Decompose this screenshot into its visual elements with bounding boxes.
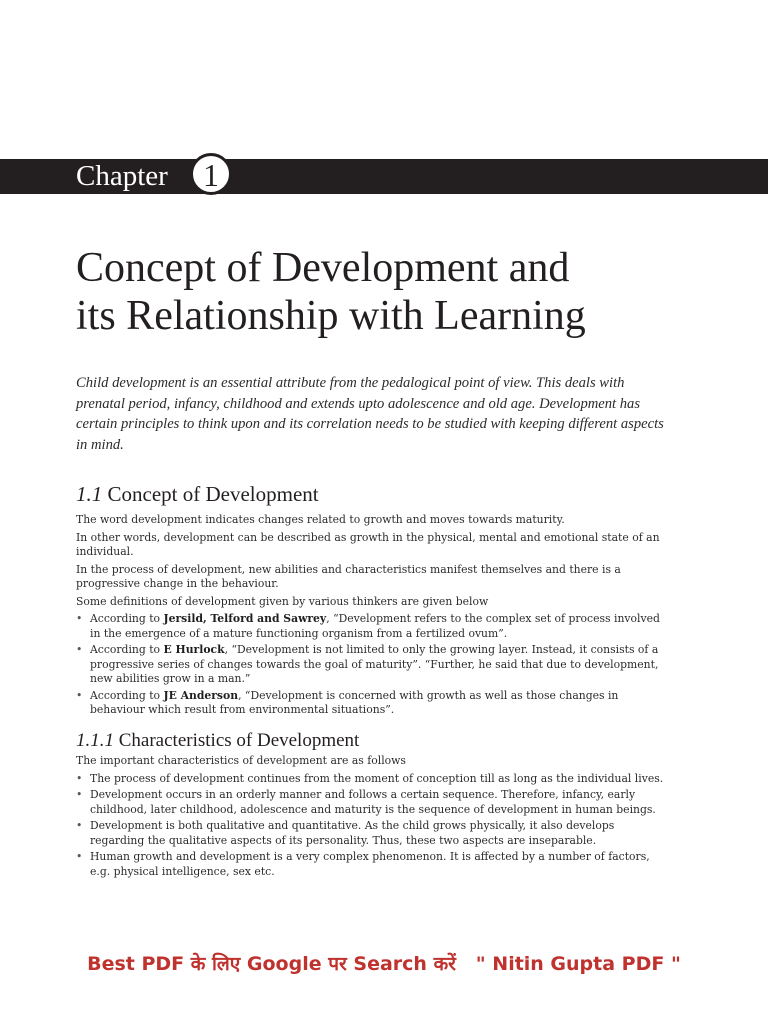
paragraph: The word development indicates changes related to growth and moves towards maturity. [76,513,565,526]
list-item: • According to JE Anderson, “Development is concerned with growth as well as those changes in behaviour which result from environmental situations”. [76,689,666,718]
section-1-1-1-body [76,754,666,881]
list-item: • Development is both qualitative and quantitative. As the child grows physically, it also develops regarding the qualitative aspects of its personality. Thus, these two aspects are inseparable. [76,819,666,848]
definitions-list [76,612,666,718]
chapter-number-badge: 1 [190,153,232,195]
section-title: Concept of Development [107,482,319,506]
section-1-1-body [76,513,666,720]
list-item: • According to E Hurlock, “Development is not limited to only the growing layer. Instead, it consists of a progressive series of changes towards the goal of maturity”. “Further, he said that due to development, new abilities grow in a man.” [76,643,666,687]
section-heading-1-1-1 [76,730,359,752]
chapter-title-line2: its Relationship with Learning [76,293,586,339]
section-heading-1-1 [76,482,319,507]
paragraph: The important characteristics of development are as follows [76,754,406,767]
list-item: • Development occurs in an orderly manner and follows a certain sequence. Therefore, infancy, early childhood, later childhood, adolescence and maturity is the sequence of development in human beings. [76,788,666,817]
list-item: • Human growth and development is a very complex phenomenon. It is affected by a number of factors, e.g. physical intelligence, sex etc. [76,850,666,879]
chapter-title-line1: Concept of Development and [76,245,570,291]
paragraph: In other words, development can be described as growth in the physical, mental and emotional state of an individual. [76,530,660,558]
chapter-label: Chapter [76,160,168,192]
list-item: • According to Jersild, Telford and Sawrey, “Development refers to the complex set of process involved in the emergence of a mature functioning organism from a fertilized ovum”. [76,612,666,641]
section-number: 1.1 [76,482,103,506]
list-item: • The process of development continues from the moment of conception till as long as the individual lives. [76,772,666,787]
thinker-name: Jersild, Telford and Sawrey [163,612,327,625]
paragraph: In the process of development, new abilities and characteristics manifest themselves and there is a progressive change in the behaviour. [76,562,621,590]
thinker-name: E Hurlock [163,643,225,656]
paragraph: Some definitions of development given by various thinkers are given below [76,594,489,608]
chapter-title [76,244,716,340]
promo-footer: Best PDF के लिए Google पर Search करें " Nitin Gupta PDF " [87,953,681,975]
thinker-name: JE Anderson [163,688,239,702]
section-title: Characteristics of Development [118,730,360,751]
characteristics-list [76,772,666,880]
chapter-abstract: Child development is an essential attribute from the pedalogical point of view. This deals with prenatal period, infancy, childhood and extends upto adolescence and old age. Development has certain principles to think upon and its correlation needs to be studied with keeping different aspects in mind. [76,375,664,453]
section-number: 1.1.1 [76,730,114,751]
